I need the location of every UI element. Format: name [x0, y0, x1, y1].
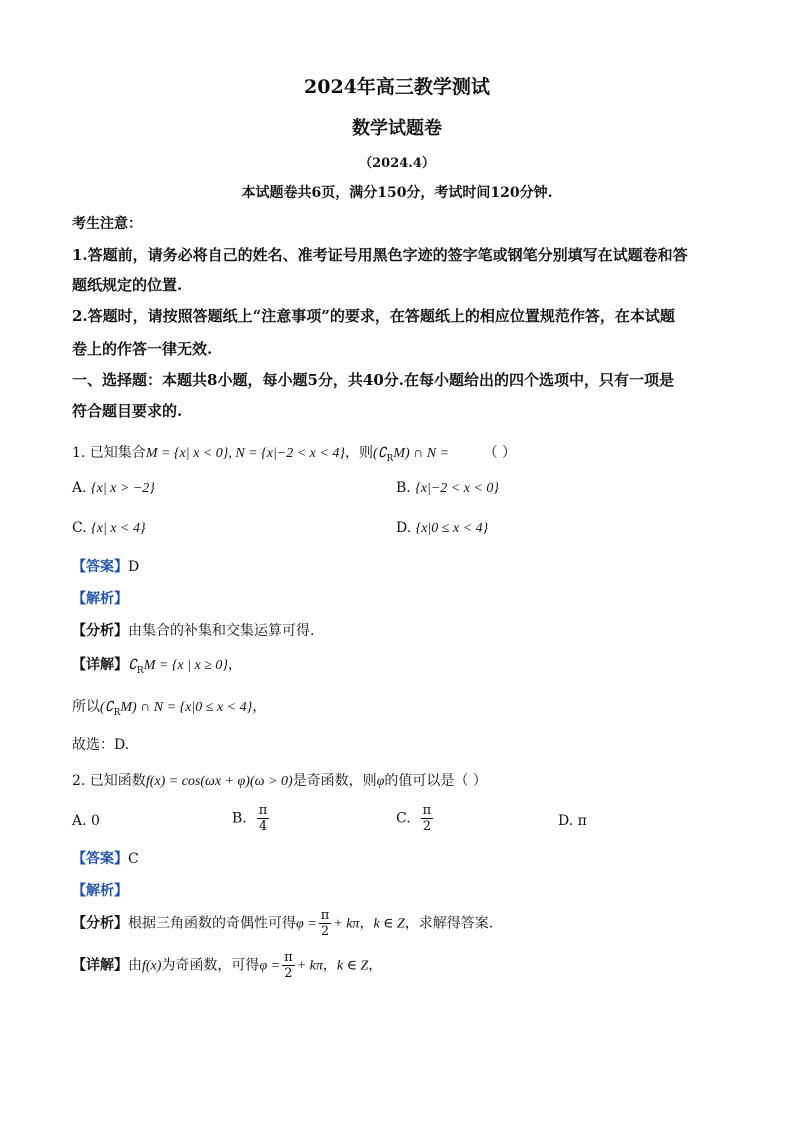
q2-stem-function: f(x) = cos(ωx + φ)(ω > 0) — [145, 774, 293, 789]
q1-stem-intersect: M) ∩ N = — [393, 446, 450, 461]
q2-fenxi-text: 根据三角函数的奇偶性可得 — [128, 915, 296, 932]
q1-suoyi-text: 所以 — [72, 699, 100, 715]
q1-option-d-text: {x|0 ≤ x < 4} — [415, 521, 489, 536]
q2-xiangjie-tail: ， — [368, 957, 383, 974]
q2-xiangjie-num: π — [284, 950, 293, 965]
notice-item2-line1: 2.答题时，请按照答题纸上“注意事项”的要求，在答题纸上的相应位置规范作答，在本试题 — [72, 307, 675, 325]
q1-answer — [72, 556, 139, 576]
q1-suoyi-result: M) ∩ N = {x|0 ≤ x < 4} — [120, 700, 253, 715]
fenxi-tag: 【分析】 — [72, 623, 128, 639]
q2-fenxi-num: π — [320, 908, 330, 923]
fenxi-tag: 【分析】 — [72, 915, 128, 932]
q1-stem-then: ，则 — [344, 445, 373, 461]
q2-option-b-num: π — [258, 803, 268, 818]
q2-fenxi-kpi: + kπ — [333, 916, 360, 932]
q2-xiangjie-text: 为奇函数，可得 — [161, 957, 260, 974]
q2-xiangjie-fx: f(x) — [142, 958, 162, 974]
q2-option-b-label: B. — [232, 810, 247, 827]
q1-fenxi — [72, 620, 314, 640]
q1-option-d-label: D. — [396, 520, 412, 536]
q1-suoyi-sub: R — [113, 707, 121, 718]
q1-fenxi-text: 由集合的补集和交集运算可得. — [128, 623, 315, 639]
q2-stem — [72, 770, 487, 790]
analysis-tag: 【解析】 — [72, 883, 128, 899]
exam-title: 2024年高三教学测试 — [304, 76, 490, 98]
q2-fenxi — [72, 908, 493, 939]
q2-xiangjie-kz: k ∈ Z — [336, 958, 369, 974]
q2-xiangjie-by: 由 — [128, 957, 142, 974]
q1-xiangjie-sub: R — [136, 665, 144, 676]
q1-xiangjie — [72, 654, 242, 676]
q1-xiangjie-complement: ∁ — [128, 658, 137, 673]
q1-option-c-label: C. — [72, 520, 87, 536]
answer-tag: 【答案】 — [72, 559, 128, 575]
q2-xiangjie-comma: ， — [322, 957, 337, 974]
q2-fenxi-fraction — [319, 908, 332, 939]
q2-xiangjie-den: 2 — [284, 966, 293, 981]
q1-stem — [72, 442, 516, 464]
q1-answer-value: D — [128, 559, 140, 575]
q1-option-b — [396, 480, 499, 497]
q1-option-c-text: {x| x < 4} — [91, 521, 146, 536]
q2-answer — [72, 848, 139, 868]
q1-guxuan: 故选：D. — [72, 737, 130, 753]
q2-option-c — [396, 803, 435, 834]
q2-stem-phi: φ — [376, 774, 385, 789]
q2-option-a: A. 0 — [72, 813, 100, 829]
q2-fenxi-kz: k ∈ Z — [373, 916, 405, 932]
analysis-tag: 【解析】 — [72, 591, 128, 607]
xiangjie-tag: 【详解】 — [72, 957, 128, 974]
q1-option-a-label: A. — [72, 480, 87, 496]
q1-option-b-text: {x|−2 < x < 0} — [415, 481, 500, 496]
q1-stem-paren: （ ） — [483, 445, 516, 461]
q1-option-d — [396, 520, 488, 537]
q2-stem-text: 2. 已知函数 — [72, 773, 146, 789]
q2-fenxi-den: 2 — [320, 924, 330, 939]
q2-option-d: D. π — [558, 813, 587, 829]
q1-suoyi-tail: ， — [252, 699, 267, 715]
q1-suoyi — [72, 696, 266, 718]
q1-stem-text: 1. 已知集合 — [72, 445, 146, 461]
q1-stem-sets: M = {x| x < 0}, N = {x|−2 < x < 4} — [145, 446, 345, 461]
answer-tag: 【答案】 — [72, 851, 128, 867]
q2-answer-value: C — [128, 851, 139, 867]
q2-xiangjie-fraction — [282, 950, 295, 981]
q2-option-b-den: 4 — [258, 819, 268, 834]
q2-option-b-fraction — [257, 803, 270, 834]
notice-item2-line2: 卷上的作答一律无效. — [72, 340, 213, 358]
q2-option-c-fraction — [421, 803, 434, 834]
notice-item1-line2: 题纸规定的位置. — [72, 276, 183, 294]
q1-suoyi-complement: (∁ — [100, 700, 114, 715]
notice-heading: 考生注意： — [72, 216, 142, 232]
q1-option-c — [72, 520, 146, 537]
notice-item1-line1: 1.答题前，请务必将自己的姓名、准考证号用黑色字迹的签字笔或钢笔分别填写在试题卷和答 — [72, 246, 688, 264]
q2-option-c-den: 2 — [422, 819, 432, 834]
q1-stem-sub: R — [386, 453, 394, 464]
q1-option-b-label: B. — [396, 480, 411, 496]
q2-fenxi-tail: ，求解得答案. — [404, 915, 494, 932]
q2-option-c-num: π — [422, 803, 432, 818]
q2-option-c-label: C. — [396, 810, 411, 827]
q2-stem-odd: 是奇函数，则 — [292, 773, 377, 789]
section1-line1: 一、选择题：本题共8小题，每小题5分，共40分.在每小题给出的四个选项中，只有一项是 — [72, 371, 674, 389]
xiangjie-tag: 【详解】 — [72, 657, 128, 673]
q1-option-a — [72, 480, 155, 497]
q1-xiangjie-tail: ， — [227, 657, 242, 673]
exam-date: （2024.4） — [359, 156, 435, 171]
q2-fenxi-phi: φ = — [296, 916, 317, 932]
q2-xiangjie — [72, 950, 382, 981]
q1-option-a-text: {x| x > −2} — [91, 481, 155, 496]
q2-analysis — [72, 880, 128, 900]
q2-fenxi-comma: ， — [359, 915, 374, 932]
q2-xiangjie-phi: φ = — [259, 958, 281, 974]
exam-info: 本试题卷共6页，满分150分，考试时间120分钟. — [241, 185, 553, 201]
section1-line2: 符合题目要求的. — [72, 402, 183, 420]
q1-xiangjie-set: M = {x | x ≥ 0} — [143, 658, 228, 673]
q2-xiangjie-kpi: + kπ — [296, 958, 323, 974]
q2-stem-tail: 的值可以是（ ） — [384, 773, 487, 789]
exam-subtitle: 数学试题卷 — [352, 118, 442, 139]
q1-stem-complement: (∁ — [372, 446, 387, 461]
q1-analysis — [72, 588, 128, 608]
q2-option-b — [232, 803, 271, 834]
